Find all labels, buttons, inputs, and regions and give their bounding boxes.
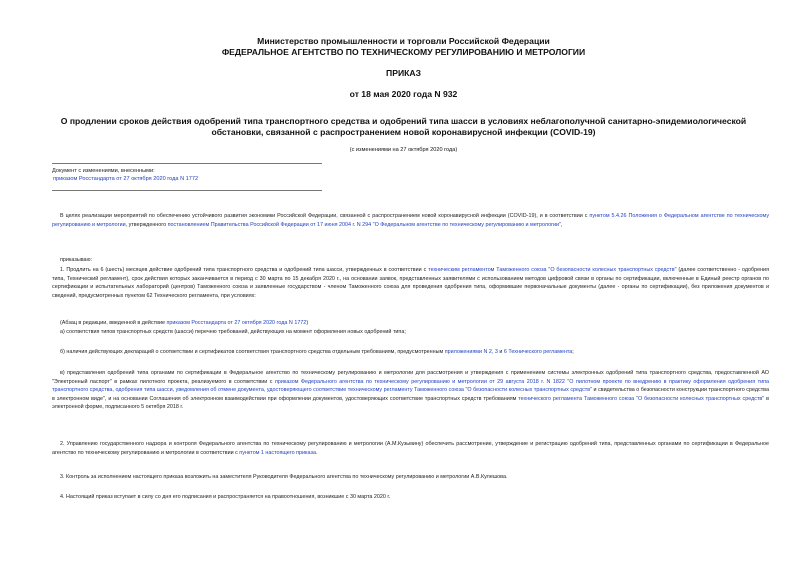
- p2-text-2: .: [315, 449, 318, 456]
- ministry-name: Министерство промышленности и торговли Российской Федерации: [257, 36, 550, 46]
- paragraph-1a: а) соответствия типов транспортных средств (шасси) перечню требований, действующих на момент оформления новых одобрений типа;: [60, 329, 406, 335]
- amendments-bottom-rule: [52, 190, 322, 191]
- date-number: от 18 мая 2020 года N 932: [349, 89, 458, 99]
- link-clause-1[interactable]: пунктом 1 настоящего приказа: [239, 449, 316, 456]
- intro-text-2: , утвержденного: [125, 221, 168, 228]
- p1b-text-3: ;: [572, 349, 574, 355]
- paragraph-1-edit-note: [52, 319, 769, 328]
- link-customs-union-regulation[interactable]: технического регламента Таможенного союза "О безопасности колесных транспортных средств": [518, 395, 765, 402]
- amendments-link[interactable]: приказом Росстандарта от 27 октября 2020 года N 1772: [53, 176, 199, 182]
- paragraph-1b: [52, 348, 769, 357]
- link-annexes-2-3[interactable]: приложениями N 2, 3: [444, 349, 498, 355]
- paragraph-1c: [52, 369, 769, 412]
- link-order-1822[interactable]: приказом Федерального агентства по техническому регулированию и метрологии от 29 августа 2018 г. N 1822 "О пилотном проекте по внедрению в практику оформления одобрения типа транспортного средства, одобрения типа шасси, уведомления об отмене документа, удостоверяющего соответствие техническому регламенту Таможенного союза "О безопасности колесных транспортных средств": [52, 378, 770, 394]
- paragraph-3: 3. Контроль за исполнением настоящего приказа возложить на заместителя Руководителя Федерального агентства по техническому регулированию и метрологии А.В.Кулешова.: [60, 474, 508, 480]
- p1-edit-text-2: ): [306, 320, 309, 326]
- link-annex-6[interactable]: 6 Технического регламента: [503, 349, 573, 355]
- link-order-1772[interactable]: приказом Росстандарта от 27 октября 2020 года N 1772: [166, 320, 307, 326]
- intro-text-1: В целях реализации мероприятий по обеспечению устойчивого развития экономики Российской Федерации, связанной с распространением новой коронавирусной инфекции (COVID-19), и в соответствии с: [60, 213, 590, 219]
- amendments-top-rule: [52, 163, 322, 164]
- intro-text-3: ,: [560, 221, 563, 228]
- doc-title-line2: обстановки, связанной с распространением новой коронавирусной инфекции (COVID-19): [211, 127, 596, 137]
- order-word: приказываю:: [60, 257, 93, 263]
- p1c-text-1: в) представления одобрений типа органами по сертификации в Федеральное агентство по техническому регулированию и метрологии для рассмотрения и утверждения с применением системы электронных одобрений типа транспортного средства, предоставленной АО "Электронный паспорт" в рамках пилотного проекта, реализуемого в соответствии с: [52, 370, 769, 385]
- amendments-box: [52, 167, 322, 183]
- p1c-text-2: и свидетельства о безопасности конструкции транспортного средства в электронном виде", и на основании Соглашения об электронном взаимодействии при оформлении документов, удостоверяющих соответствие транспортных средств требованиям: [52, 387, 769, 402]
- paragraph-2: [52, 440, 769, 457]
- p1-edit-text-1: (Абзац в редакции, введенной в действие: [60, 320, 167, 326]
- paragraph-4: 4. Настоящий приказ вступает в силу со дня его подписания и распространяется на правоотношения, возникшие с 30 марта 2020 г.: [60, 494, 391, 500]
- p2-text-1: 2. Управлению государственного надзора и контроля Федерального агентства по техническому регулированию и метрологии (А.М.Кузьмину) обеспечить рассмотрение, утверждение и регистрацию одобрений типа, представленных органами по сертификации в Федеральное агентство по техническому регулированию и метрологии в соответствии с: [52, 441, 769, 456]
- paragraph-1: [52, 266, 769, 300]
- doc-title-line1: О продлении сроков действия одобрений типа транспортного средства и одобрений типа шасси в условиях неблагополучной санитарно-эпидемиологической: [60, 116, 747, 126]
- doc-type: ПРИКАЗ: [386, 68, 421, 78]
- p1c-text-3: в электронной форме, подписанного 5 октября 2018 г.: [52, 395, 769, 411]
- p1b-text-2: и: [497, 349, 504, 355]
- link-clause-5-4-26[interactable]: пунктом 5.4.26 Положения о Федеральном агентстве по техническому регулированию и метрологии: [52, 213, 770, 228]
- intro-paragraph: [52, 212, 769, 229]
- p1-text-2: (далее соответственно - одобрения типа, Технический регламент), срок действия которых заканчивается в период с 30 марта по 15 декабря 2020 г., на основании заявок, представленных заявителями с использованием методов цифровой связи в органы по сертификации, включенные в Единый реестр органов по сертификации и испытательных лабораторий (центров) Таможенного союза и заявленные государством - членом Таможенного союза для проведения одобрения типа, оформившие первоначальные документы (далее - органы по сертификации), без приложения документов и сведений, предусмотренных пунктом 62 Технического регламента, при условиях:: [52, 267, 769, 299]
- amendments-label: Документ с изменениями, внесенными:: [52, 168, 155, 174]
- link-government-decree-294[interactable]: постановлением Правительства Российской Федерации от 17 июня 2004 г. N 294 "О Федеральном агентстве по техническому регулированию и метрологии": [167, 221, 561, 228]
- p1b-text-1: б) наличия действующих деклараций о соответствии и сертификатов соответствия транспортного средства отдельным требованиям, предусмотренным: [60, 349, 445, 355]
- p1-text-1: 1. Продлить на 6 (шесть) месяцев действие одобрений типа транспортного средства и одобрений типа шасси, утвержденных в соответствии с: [60, 267, 429, 273]
- link-technical-regulation[interactable]: техническим регламентом Таможенного союза "О безопасности колесных транспортных средств": [428, 267, 677, 273]
- agency-name: ФЕДЕРАЛЬНОЕ АГЕНТСТВО ПО ТЕХНИЧЕСКОМУ РЕГУЛИРОВАНИЮ И МЕТРОЛОГИИ: [221, 47, 586, 57]
- revision-note: (с изменениями на 27 октября 2020 года): [349, 147, 458, 153]
